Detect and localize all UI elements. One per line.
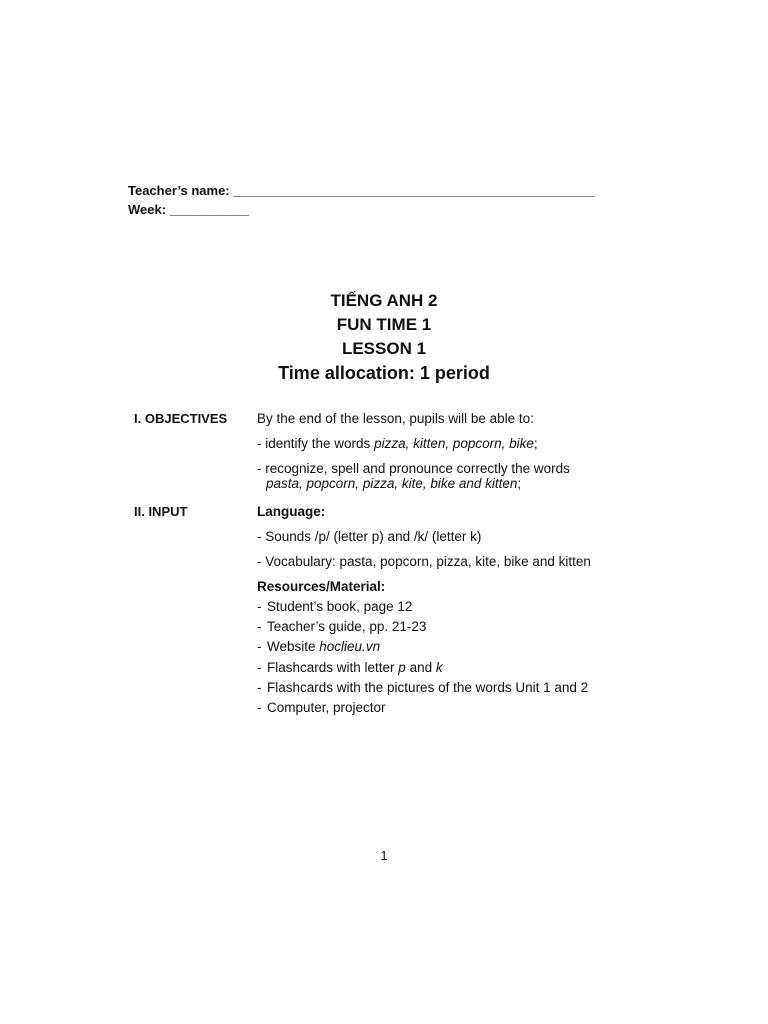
list-dash: - <box>257 680 262 695</box>
teacher-name-label: Teacher’s name: <box>128 183 234 198</box>
resource-item <box>257 599 412 614</box>
resource-flashcards-letter-prefix: Flashcards with letter <box>267 660 399 675</box>
objective-item-1-prefix: - identify the words <box>257 436 375 451</box>
sounds-line: - Sounds /p/ (letter p) and /k/ (letter k) <box>257 529 482 544</box>
objective-item-1-words: pizza, kitten, popcorn, bike <box>374 436 534 451</box>
objectives-label: I. OBJECTIVES <box>134 411 228 426</box>
objective-item-1 <box>257 436 538 451</box>
week-line <box>128 202 249 217</box>
vocabulary-line: - Vocabulary: pasta, popcorn, pizza, kite, bike and kitten <box>257 554 591 569</box>
objectives-intro: By the end of the lesson, pupils will be able to: <box>257 411 534 426</box>
resource-item <box>257 639 380 654</box>
resource-website-name: hoclieu.vn <box>319 639 381 654</box>
letter-p: p <box>398 660 406 675</box>
time-allocation: Time allocation: 1 period <box>278 363 490 383</box>
objective-item-2 <box>257 461 570 491</box>
objective-item-2-prefix: - recognize, spell and pronounce correctly the words <box>257 461 570 476</box>
resource-students-book: Student’s book, page 12 <box>267 599 413 614</box>
resource-item <box>257 680 588 695</box>
resource-computer-projector: Computer, projector <box>267 700 386 715</box>
week-label: Week: <box>128 202 170 217</box>
resource-item <box>257 660 443 675</box>
input-label: II. INPUT <box>134 504 188 519</box>
week-blank: ___________ <box>169 202 250 217</box>
resource-and: and <box>405 660 436 675</box>
resource-teachers-guide: Teacher’s guide, pp. 21-23 <box>267 619 427 634</box>
objective-item-2-suffix: ; <box>517 476 522 491</box>
list-dash: - <box>257 700 262 715</box>
resource-website-prefix: Website <box>267 639 320 654</box>
resource-item <box>257 700 386 715</box>
list-dash: - <box>257 619 262 634</box>
list-dash: - <box>257 639 262 654</box>
letter-k: k <box>435 660 443 675</box>
lesson-title: LESSON 1 <box>341 339 427 358</box>
lesson-title-block <box>0 289 768 385</box>
list-dash: - <box>257 660 262 675</box>
subject-title: TIẾNG ANH 2 <box>330 291 438 310</box>
resource-flashcards-pictures: Flashcards with the pictures of the words Unit 1 and 2 <box>267 680 589 695</box>
resources-label: Resources/Material: <box>257 579 386 594</box>
teacher-name-line <box>128 183 595 198</box>
page-number: 1 <box>380 848 388 863</box>
language-label: Language: <box>257 504 326 519</box>
resource-item <box>257 619 426 634</box>
objective-item-1-suffix: ; <box>533 436 538 451</box>
list-dash: - <box>257 599 262 614</box>
unit-title: FUN TIME 1 <box>336 315 432 334</box>
objective-item-2-cont <box>257 476 570 491</box>
objective-item-2-words: pasta, popcorn, pizza, kite, bike and kitten <box>266 476 518 491</box>
teacher-name-blank: __________________________________________________ <box>233 183 595 198</box>
